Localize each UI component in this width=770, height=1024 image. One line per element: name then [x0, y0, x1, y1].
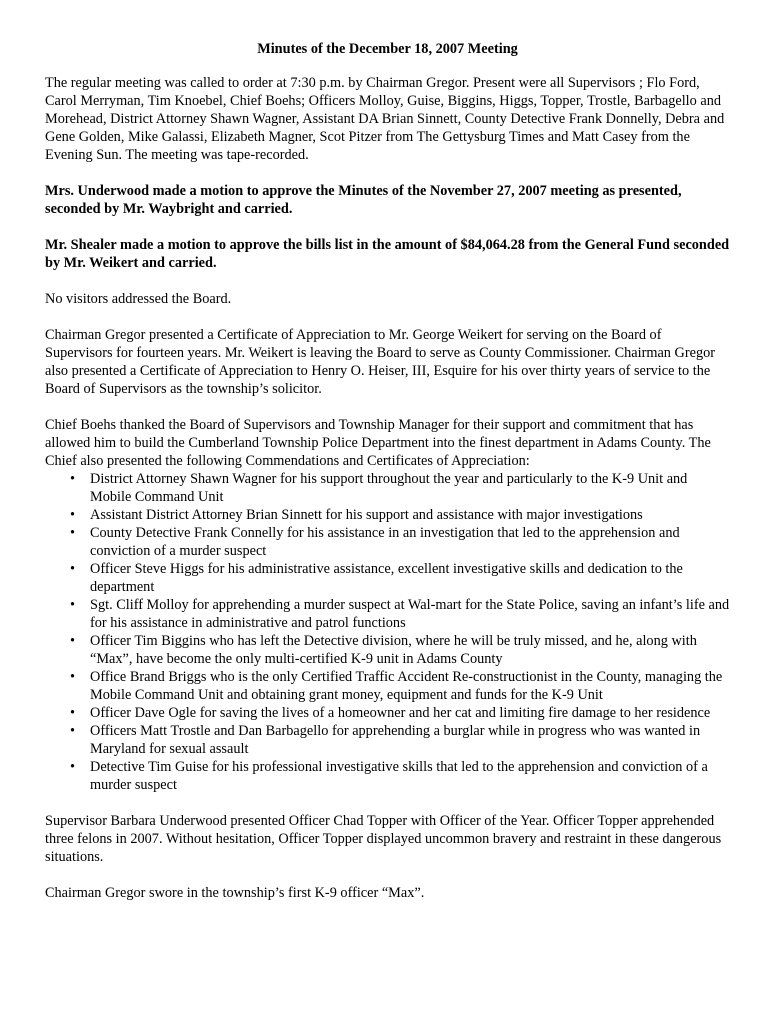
list-item-text: Sgt. Cliff Molloy for apprehending a murder suspect at Wal-mart for the State Police, saving an infant’s life and for his assistance in administrative and patrol functions: [90, 597, 730, 631]
list-item: [70, 596, 730, 632]
list-item: [70, 524, 730, 560]
list-item: [70, 704, 730, 722]
list-item: [70, 722, 730, 758]
list-item-text: District Attorney Shawn Wagner for his support throughout the year and particularly to the K-9 Unit and Mobile Command Unit: [90, 471, 688, 505]
list-item-text: Assistant District Attorney Brian Sinnett for his support and assistance with major investigations: [90, 507, 643, 523]
list-item: [70, 668, 730, 704]
list-item: [70, 470, 730, 506]
bullet-icon: •: [70, 723, 76, 739]
bullet-icon: •: [70, 597, 76, 613]
list-item: [70, 506, 730, 524]
list-item-text: Detective Tim Guise for his professional investigative skills that led to the apprehension and conviction of a murder suspect: [90, 759, 708, 793]
commendations-list: [45, 470, 730, 794]
k9-oath-paragraph: Chairman Gregor swore in the township’s first K-9 officer “Max”.: [45, 885, 425, 901]
list-item-text: Office Brand Briggs who is the only Certified Traffic Accident Re-constructionist in the County, managing the Mobile Command Unit and obtaining grant money, equipment and funds for the K-9 Unit: [90, 669, 723, 703]
list-item-text: County Detective Frank Connelly for his assistance in an investigation that led to the apprehension and conviction of a murder suspect: [90, 525, 680, 559]
bullet-icon: •: [70, 525, 76, 541]
bullet-icon: •: [70, 471, 76, 487]
chief-intro-paragraph: Chief Boehs thanked the Board of Supervisors and Township Manager for their support and commitment that has allowed him to build the Cumberland Township Police Department into the finest department in Adams County. The Chief also presented the following Commendations and Certificates of Appreciation:: [45, 417, 711, 469]
certificates-paragraph: Chairman Gregor presented a Certificate of Appreciation to Mr. George Weikert for serving on the Board of Supervisors for fourteen years. Mr. Weikert is leaving the Board to serve as County Commissioner. Chairman Gregor also presented a Certificate of Appreciation to Henry O. Heiser, III, Esquire for his over thirty years of service to the Board of Supervisors as the township’s solicitor.: [45, 327, 716, 397]
call-to-order-paragraph: The regular meeting was called to order at 7:30 p.m. by Chairman Gregor. Present were all Supervisors ; Flo Ford, Carol Merryman, Tim Knoebel, Chief Boehs; Officers Molloy, Guise, Biggins, Higgs, Topper, Trostle, Barbagello and Morehead, District Attorney Shawn Wagner, Assistant DA Brian Sinnett, County Detective Frank Donnelly, Debra and Gene Golden, Mike Galassi, Elizabeth Magner, Scot Pitzer from The Gettysburg Times and Matt Casey from the Evening Sun. The meeting was tape-recorded.: [45, 75, 725, 163]
list-item: [70, 632, 730, 668]
bullet-icon: •: [70, 759, 76, 775]
officer-of-year-paragraph: Supervisor Barbara Underwood presented Officer Chad Topper with Officer of the Year. Officer Topper apprehended three felons in 2007. Without hesitation, Officer Topper displayed uncommon bravery and restraint in these dangerous situations.: [45, 813, 722, 865]
motion-bills-paragraph: Mr. Shealer made a motion to approve the bills list in the amount of $84,064.28 from the General Fund seconded by Mr. Weikert and carried.: [45, 237, 730, 271]
list-item: [70, 560, 730, 596]
list-item-text: Officer Dave Ogle for saving the lives of a homeowner and her cat and limiting fire damage to her residence: [90, 705, 711, 721]
list-item-text: Officer Steve Higgs for his administrative assistance, excellent investigative skills and dedication to the department: [90, 561, 683, 595]
list-item-text: Officer Tim Biggins who has left the Detective division, where he will be truly missed, and he, along with “Max”, have become the only multi-certified K-9 unit in Adams County: [90, 633, 697, 667]
list-item: [70, 758, 730, 794]
bullet-icon: •: [70, 669, 76, 685]
motion-minutes-paragraph: Mrs. Underwood made a motion to approve the Minutes of the November 27, 2007 meeting as presented, seconded by Mr. Waybright and carried.: [45, 183, 682, 217]
bullet-icon: •: [70, 561, 76, 577]
list-item-text: Officers Matt Trostle and Dan Barbagello for apprehending a burglar while in progress who was wanted in Maryland for sexual assault: [90, 723, 701, 757]
visitors-paragraph: No visitors addressed the Board.: [45, 291, 232, 307]
bullet-icon: •: [70, 507, 76, 523]
bullet-icon: •: [70, 633, 76, 649]
document-title: Minutes of the December 18, 2007 Meeting: [257, 41, 518, 57]
bullet-icon: •: [70, 705, 76, 721]
